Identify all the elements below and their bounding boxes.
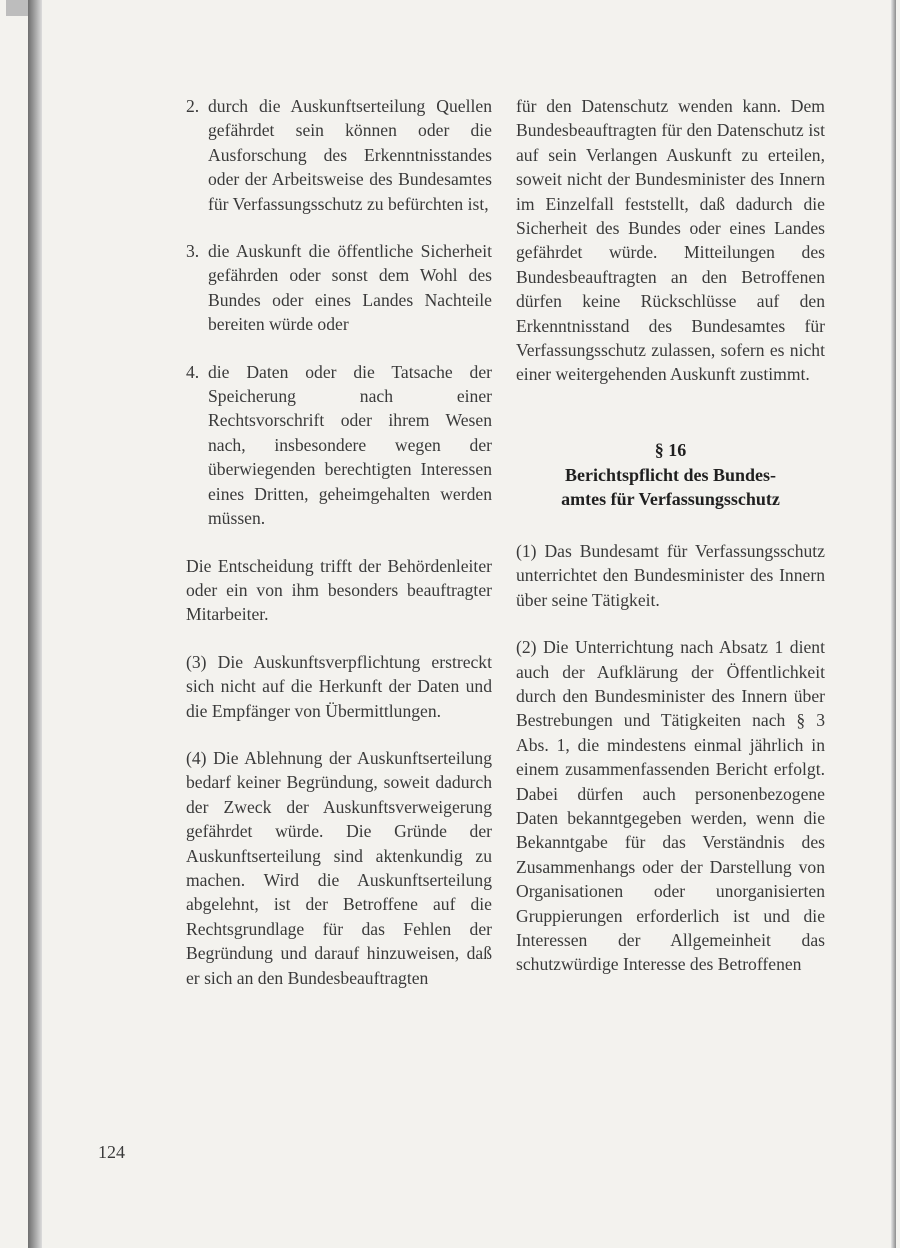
scan-edge-left (28, 0, 42, 1248)
list-item-number: 4. (186, 361, 200, 382)
list-item-text: durch die Auskunftserteilung Quellen gefährdet sein können oder die Ausforschung des Erkenntnisstandes oder der Arbeitsweise des Bundesamtes für Verfassungsschutz zu befürchten ist, (208, 96, 492, 214)
paragraph-2: (2) Die Unterrichtung nach Absatz 1 dient auch der Aufklärung der Öffentlichkeit durch den Bundesminister des Innern über Bestrebungen und Tätigkeiten nach § 3 Abs. 1, die mindestens einmal jährlich in einem zusammenfassenden Bericht erfolgt. Dabei dürfen auch personenbezogene Daten bekanntgegeben werden, wenn die Bekanntgabe für das Verständnis des Zusammenhangs oder der Darstellung von Organisationen oder unorganisierten Gruppierungen erforderlich ist und die Interessen der Allgemeinheit das schutzwürdige Interesse des Betroffenen (516, 637, 825, 975)
list-item-text: die Daten oder die Tatsache der Speicherung nach einer Rechtsvorschrift oder ihrem Wesen nach, insbesondere wegen der überwiegenden berechtigten Interessen eines Dritten, geheimgehalten werden müssen. (208, 361, 492, 529)
list-item-2 (186, 94, 492, 216)
list-item-4 (186, 360, 492, 531)
page-number: 124 (98, 1142, 125, 1162)
paragraph-3: (3) Die Auskunftsverpflichtung erstreckt sich nicht auf die Herkunft der Daten und die Empfänger von Übermittlungen. (186, 651, 492, 721)
decision-paragraph: Die Entscheidung trifft der Behördenleiter oder ein von ihm besonders beauftragter Mitarbeiter. (186, 555, 492, 625)
paragraph-1: (1) Das Bundesamt für Verfassungsschutz unterrichtet den Bundesminister des Innern über seine Tätigkeit. (516, 540, 825, 610)
section-title-line-2: amtes für Verfassungsschutz (561, 488, 780, 509)
section-number: § 16 (654, 439, 687, 460)
section-title-line-1: Berichtspflicht des Bundes- (564, 464, 777, 485)
list-item-number: 2. (186, 96, 200, 116)
section-heading (516, 437, 825, 511)
scan-edge-right (891, 0, 896, 1248)
left-column (186, 94, 492, 1013)
list-item-text: die Auskunft die öffentliche Sicherheit gefährden oder sonst dem Wohl des Bundes oder eines Landes Nachteile bereiten würde oder (208, 241, 492, 335)
paragraph-4: (4) Die Ablehnung der Auskunftserteilung bedarf keiner Begründung, soweit dadurch der Zweck der Auskunftsverweigerung gefährdet würde. Die Gründe der Auskunftserteilung sind aktenkundig zu machen. Wird die Auskunftserteilung abgelehnt, ist der Betroffene auf die Rechtsgrundlage für das Fehlen der Begründung und darauf hinzuweisen, daß er sich an den Bundesbeauftragten (186, 747, 492, 988)
scan-edge-top-left (6, 0, 28, 16)
list-item-3 (186, 239, 492, 337)
continuation-paragraph: für den Datenschutz wenden kann. Dem Bundesbeauftragten für den Datenschutz ist auf sein Verlangen Auskunft zu erteilen, soweit nicht der Bundesminister des Innern im Einzelfall feststellt, daß dadurch die Sicherheit des Bundes oder eines Landes gefährdet würde. Mitteilungen des Bundesbeauftragten an den Betroffenen dürfen keine Rückschlüsse auf den Erkenntnisstand des Bundesamtes für Verfassungsschutz zulassen, sofern es nicht einer weitergehenden Auskunft zustimmt. (516, 96, 825, 385)
right-column (516, 94, 825, 1000)
list-item-number: 3. (186, 241, 200, 262)
